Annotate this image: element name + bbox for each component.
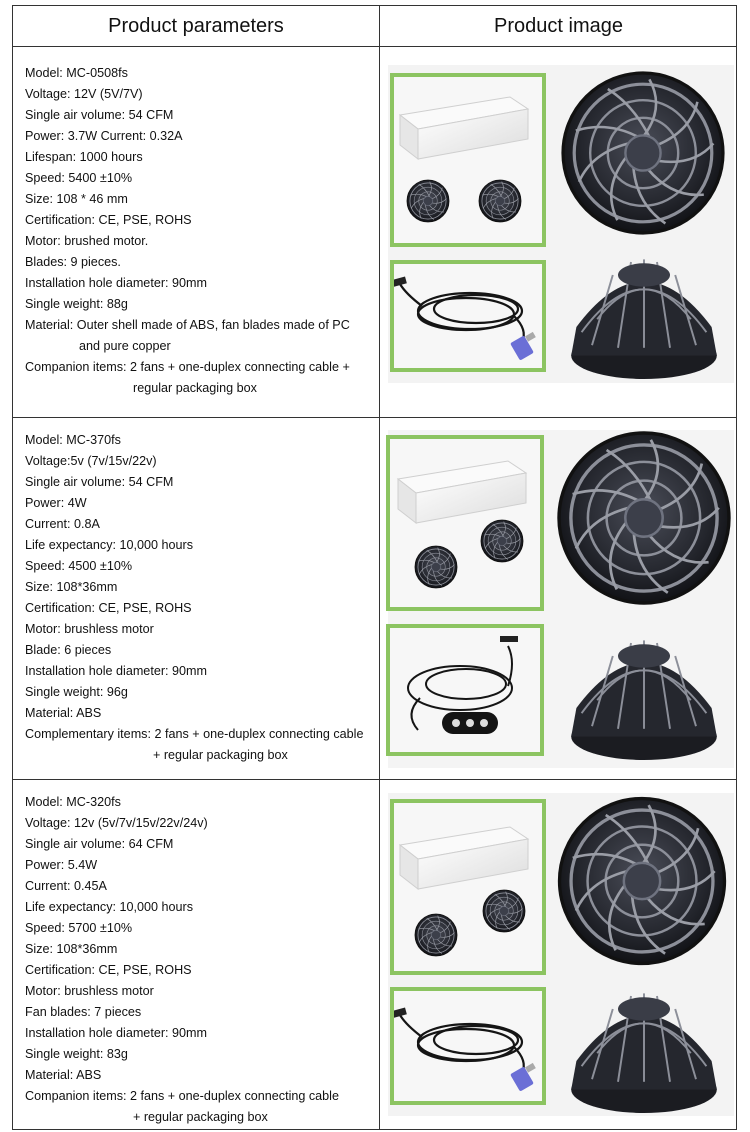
product-3-parameters bbox=[25, 792, 377, 1128]
fan-front-view bbox=[558, 71, 728, 241]
param-line: Size: 108*36mm bbox=[25, 942, 118, 956]
param-line: Blade: 6 pieces bbox=[25, 643, 112, 657]
param-line: Speed: 5700 ±10% bbox=[25, 921, 133, 935]
param-line: Single air volume: 54 CFM bbox=[25, 108, 174, 122]
param-line: Size: 108 * 46 mm bbox=[25, 192, 128, 206]
product-1-image bbox=[388, 65, 734, 383]
param-line: Companion items: 2 fans + one-duplex connecting cable bbox=[25, 1089, 339, 1103]
package-contents-frame bbox=[390, 73, 546, 247]
controller-cable-frame bbox=[386, 624, 544, 756]
cable-frame bbox=[390, 260, 546, 372]
package-contents-frame bbox=[386, 435, 544, 611]
param-line: Model: MC-0508fs bbox=[25, 66, 128, 80]
param-line: Power: 3.7W Current: 0.32A bbox=[25, 129, 183, 143]
fan-side-view bbox=[564, 981, 724, 1113]
header-product-parameters: Product parameters bbox=[108, 14, 284, 37]
param-line: Motor: brushed motor. bbox=[25, 234, 149, 248]
param-line: Life expectancy: 10,000 hours bbox=[25, 538, 194, 552]
param-line: Material: ABS bbox=[25, 706, 102, 720]
param-line: Current: 0.45A bbox=[25, 879, 107, 893]
param-line: Complementary items: 2 fans + one-duplex connecting cable bbox=[25, 727, 364, 741]
fan-side-view bbox=[564, 626, 724, 764]
package-contents-frame bbox=[390, 799, 546, 975]
param-line: Motor: brushless motor bbox=[25, 984, 154, 998]
fan-front-view bbox=[554, 795, 730, 971]
param-line: Companion items: 2 fans + one-duplex connecting cable + bbox=[25, 360, 350, 374]
header-product-image: Product image bbox=[494, 14, 623, 37]
param-line: Life expectancy: 10,000 hours bbox=[25, 900, 194, 914]
param-line: Single air volume: 54 CFM bbox=[25, 475, 174, 489]
param-line: Lifespan: 1000 hours bbox=[25, 150, 143, 164]
row-divider bbox=[13, 779, 736, 780]
product-2-parameters bbox=[25, 430, 377, 766]
param-line: Model: MC-370fs bbox=[25, 433, 121, 447]
param-line: Speed: 5400 ±10% bbox=[25, 171, 133, 185]
param-line: Certification: CE, PSE, ROHS bbox=[25, 963, 192, 977]
param-line: Single weight: 96g bbox=[25, 685, 128, 699]
param-line: Motor: brushless motor bbox=[25, 622, 154, 636]
param-line: Voltage:5v (7v/15v/22v) bbox=[25, 454, 157, 468]
param-line: + regular packaging box bbox=[153, 748, 288, 762]
param-line: Voltage: 12V (5V/7V) bbox=[25, 87, 143, 101]
param-line: regular packaging box bbox=[133, 381, 257, 395]
fan-side-view bbox=[564, 251, 724, 379]
product-2-image bbox=[388, 430, 734, 768]
param-line: Single weight: 88g bbox=[25, 297, 128, 311]
fan-front-view bbox=[554, 430, 734, 610]
param-line: Blades: 9 pieces. bbox=[25, 255, 121, 269]
param-line: Material: Outer shell made of ABS, fan blades made of PC bbox=[25, 318, 350, 332]
column-divider bbox=[379, 6, 380, 1129]
param-line: Installation hole diameter: 90mm bbox=[25, 1026, 208, 1040]
param-line: Current: 0.8A bbox=[25, 517, 100, 531]
param-line: Certification: CE, PSE, ROHS bbox=[25, 213, 192, 227]
product-3-image bbox=[388, 793, 734, 1116]
param-line: Speed: 4500 ±10% bbox=[25, 559, 133, 573]
param-line: Voltage: 12v (5v/7v/15v/22v/24v) bbox=[25, 816, 208, 830]
param-line: Material: ABS bbox=[25, 1068, 102, 1082]
param-line: Fan blades: 7 pieces bbox=[25, 1005, 142, 1019]
param-line: Single weight: 83g bbox=[25, 1047, 128, 1061]
param-line: Certification: CE, PSE, ROHS bbox=[25, 601, 192, 615]
param-line: Size: 108*36mm bbox=[25, 580, 118, 594]
param-line: Model: MC-320fs bbox=[25, 795, 121, 809]
param-line: Power: 5.4W bbox=[25, 858, 98, 872]
param-line: Installation hole diameter: 90mm bbox=[25, 276, 208, 290]
param-line: Installation hole diameter: 90mm bbox=[25, 664, 208, 678]
param-line: + regular packaging box bbox=[133, 1110, 268, 1124]
product-1-parameters bbox=[25, 63, 377, 399]
product-table bbox=[12, 5, 737, 1130]
row-divider bbox=[13, 417, 736, 418]
param-line: Single air volume: 64 CFM bbox=[25, 837, 174, 851]
param-line: Power: 4W bbox=[25, 496, 87, 510]
cable-frame bbox=[390, 987, 546, 1105]
row-divider bbox=[13, 46, 736, 47]
param-line: and pure copper bbox=[79, 339, 171, 353]
